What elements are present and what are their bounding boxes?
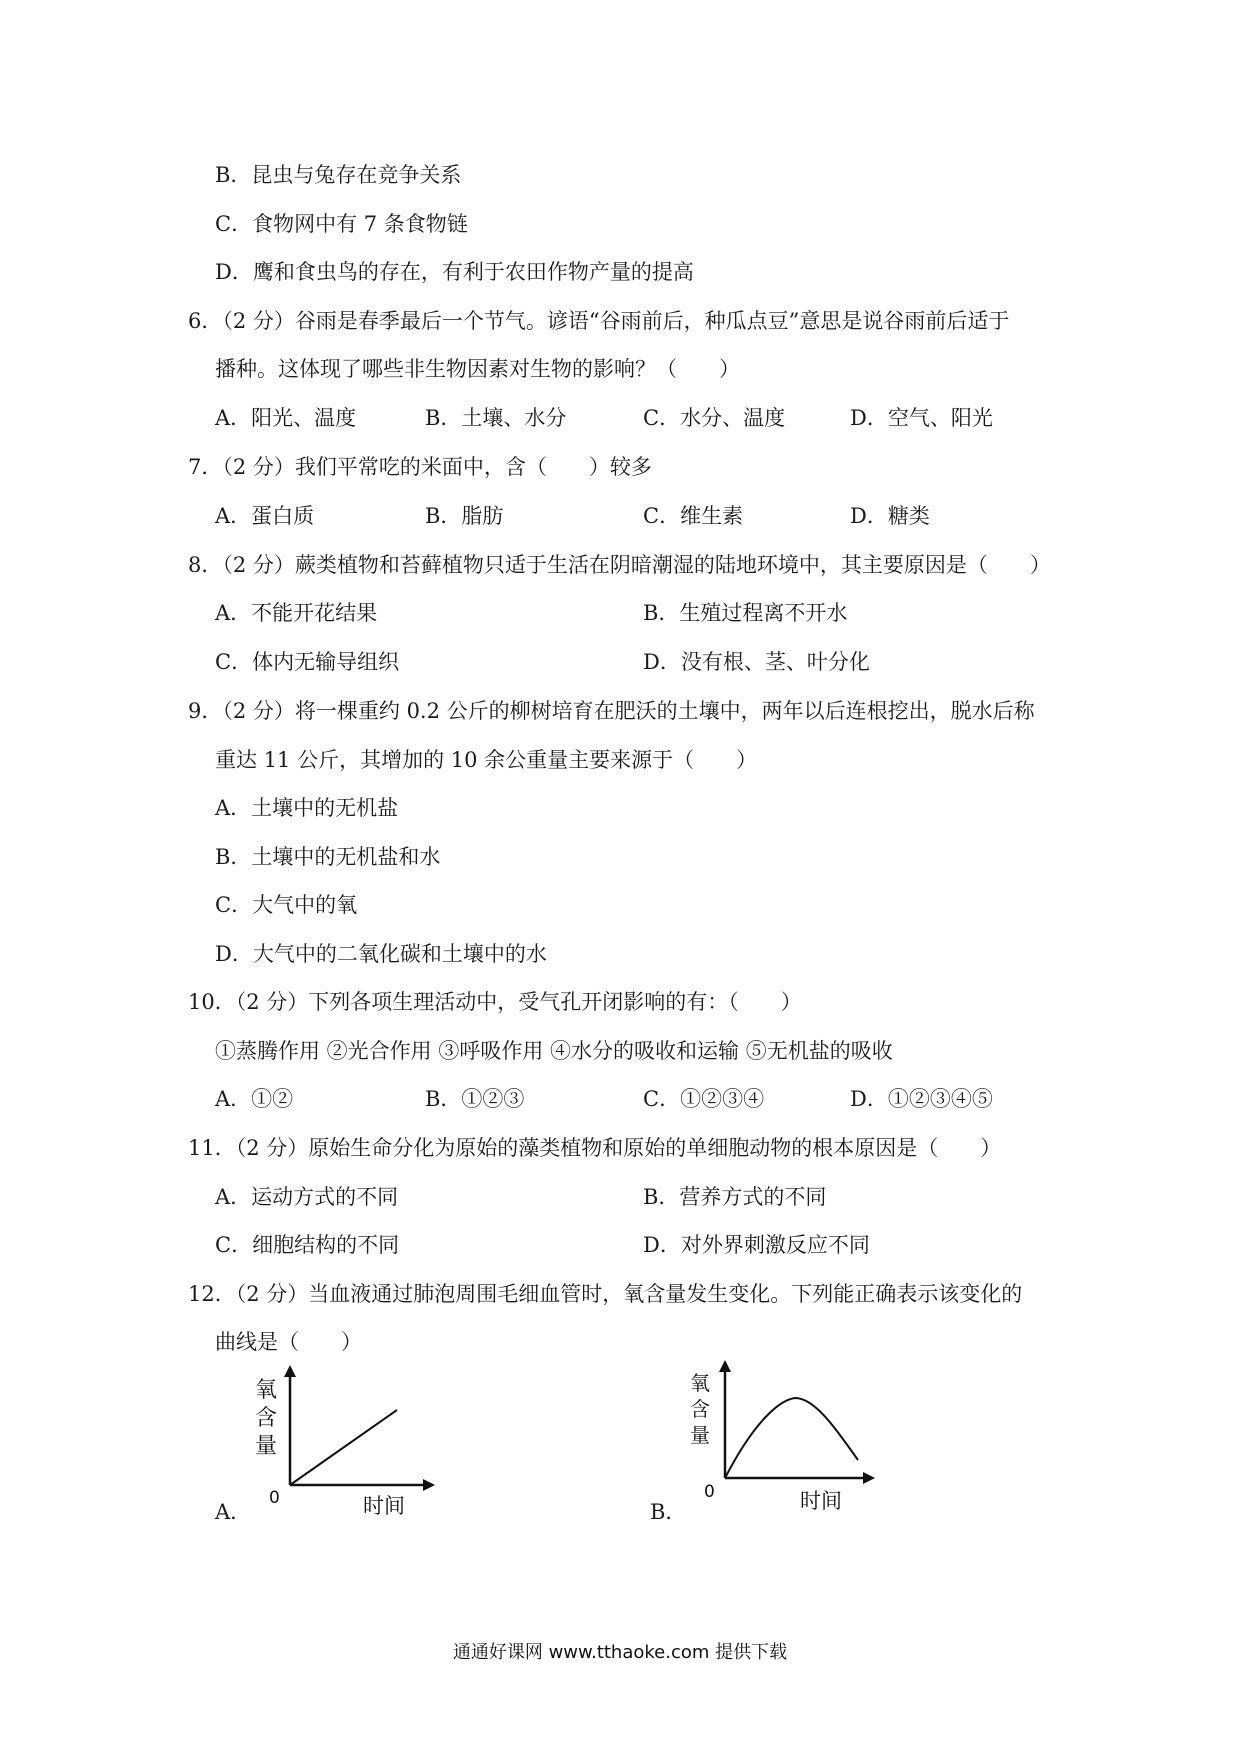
q11-option-a: A．运动方式的不同 (215, 1185, 399, 1209)
q8-stem: 8．（2 分）蕨类植物和苔藓植物只适于生活在阴暗潮湿的陆地环境中，其主要原因是（ ） (188, 553, 1051, 577)
q6-stem-line1: 6．（2 分）谷雨是春季最后一个节气。谚语“谷雨前后，种瓜点豆”意思是说谷雨前后适于 (188, 309, 1010, 333)
q11-option-c: C．细胞结构的不同 (215, 1233, 400, 1257)
q9-option-b: B．土壤中的无机盐和水 (215, 845, 441, 869)
graph-b-y-label-3: 量 (690, 1423, 710, 1447)
q7-option-c: C．维生素 (643, 504, 744, 528)
q6-stem-line2: 播种。这体现了哪些非生物因素对生物的影响？（ ） (215, 357, 740, 381)
page-footer: 通通好课网 www.tthaoke.com 提供下载 (452, 1642, 788, 1663)
q11-option-d: D．对外界刺激反应不同 (643, 1233, 870, 1257)
graph-b-y-label-1: 氧 (690, 1371, 710, 1395)
q8-option-a: A．不能开花结果 (215, 601, 378, 625)
q5-option-b: B．昆虫与兔存在竞争关系 (215, 163, 462, 187)
q10-stem: 10．（2 分）下列各项生理活动中，受气孔开闭影响的有：（ ） (188, 990, 802, 1014)
graph-b-origin: 0 (704, 1482, 715, 1502)
q9-stem-line2: 重达 11 公斤，其增加的 10 余公重量主要来源于（ ） (215, 748, 758, 772)
q8-option-b: B．生殖过程离不开水 (643, 601, 848, 625)
q7-stem: 7．（2 分）我们平常吃的米面中，含（ ）较多 (188, 455, 652, 479)
q6-option-d: D．空气、阳光 (850, 406, 993, 430)
q7-option-d: D．糖类 (850, 504, 930, 528)
graph-a-origin: 0 (269, 1488, 280, 1508)
q9-option-d: D．大气中的二氧化碳和土壤中的水 (215, 942, 547, 966)
q8-option-d: D．没有根、茎、叶分化 (643, 650, 870, 674)
q6-option-a: A．阳光、温度 (215, 406, 357, 430)
q8-option-c: C．体内无输导组织 (215, 650, 400, 674)
q7-option-b: B．脂肪 (425, 504, 504, 528)
q10-option-d: D．①②③④⑤ (850, 1087, 993, 1111)
q12-stem-line2: 曲线是（ ） (215, 1330, 362, 1354)
q6-option-b: B．土壤、水分 (425, 406, 567, 430)
q9-option-c: C．大气中的氧 (215, 893, 358, 917)
graph-a-x-arrow (423, 1479, 435, 1491)
q12-stem-line1: 12．（2 分）当血液通过肺泡周围毛细血管时，氧含量发生变化。下列能正确表示该变化的 (188, 1282, 1023, 1306)
q5-option-c: C．食物网中有 7 条食物链 (215, 212, 468, 236)
q10-option-a: A．①② (215, 1087, 294, 1111)
graph-b-x-arrow (863, 1472, 875, 1484)
q10-option-c: C．①②③④ (643, 1087, 765, 1111)
graph-b-y-arrow (719, 1360, 731, 1372)
q6-option-c: C．水分、温度 (643, 406, 786, 430)
graph-a-x-label: 时间 (363, 1494, 405, 1518)
graph-a (245, 1365, 445, 1518)
graph-a-curve (290, 1410, 397, 1485)
q5-option-d: D．鹰和食虫鸟的存在，有利于农田作物产量的提高 (215, 260, 694, 284)
graph-a-y-label-2: 含 (255, 1406, 278, 1431)
q11-option-b: B．营养方式的不同 (643, 1185, 827, 1209)
q9-stem-line1: 9．（2 分）将一棵重约 0.2 公斤的柳树培育在肥沃的土壤中，两年以后连根挖出，脱水后称 (188, 699, 1035, 723)
q7-option-a: A．蛋白质 (215, 504, 315, 528)
graph-b-curve (725, 1398, 858, 1478)
graph-a-y-label-3: 量 (255, 1434, 278, 1459)
graph-b (680, 1360, 880, 1513)
graph-a-y-arrow (284, 1365, 296, 1377)
graph-a-option-label: A． (215, 1500, 252, 1524)
graph-a-y-label-1: 氧 (255, 1378, 278, 1403)
graph-b-x-label: 时间 (800, 1489, 842, 1513)
q11-stem: 11．（2 分）原始生命分化为原始的藻类植物和原始的单细胞动物的根本原因是（ ） (188, 1136, 1002, 1160)
q10-option-b: B．①②③ (425, 1087, 525, 1111)
q9-option-a: A．土壤中的无机盐 (215, 796, 399, 820)
q10-items: ①蒸腾作用 ②光合作用 ③呼吸作用 ④水分的吸收和运输 ⑤无机盐的吸收 (215, 1039, 893, 1063)
graph-b-y-label-2: 含 (690, 1397, 710, 1421)
graph-b-option-label: B． (650, 1500, 687, 1524)
